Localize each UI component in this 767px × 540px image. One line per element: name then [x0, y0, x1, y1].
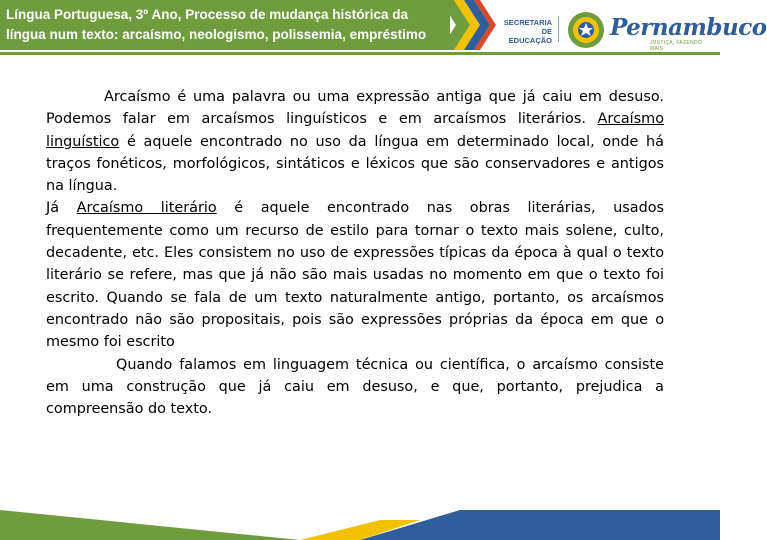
state-tagline: JUSTIÇA, FAZENDO MAIS: [650, 40, 703, 52]
slide-body: [46, 86, 664, 420]
slide-title-line2: língua num texto: arcaísmo, neologismo, polissemia, empréstimo: [6, 27, 427, 42]
slide-title-line1: Língua Portuguesa, 3º Ano, Processo de mudança histórica da: [6, 7, 409, 22]
paragraph-2: Já Arcaísmo literário é aquele encontrado nas obras literárias, usados frequentemente como um recurso de estilo para tornar o texto mais solene, culto, decadente, etc. Eles consistem no uso de expressões típicas da época à qual o texto literário se refere, mas que já não são mais usadas no momento em que o texto foi escrito. Quando se fala de um texto naturalmente antigo, portanto, os arcaísmos encontrado não são propositais, pois são expressões próprias da época em que o mesmo foi escrito: [46, 200, 665, 351]
paragraph-3: Quando falamos em linguagem técnica ou científica, o arcaísmo consiste em uma construção que já caiu em desuso, e que, portanto, prejudica a compreensão do texto.: [46, 356, 664, 418]
logo-divider: [558, 16, 559, 42]
slide-header: [0, 0, 767, 62]
state-wordmark: Pernambuco: [610, 14, 767, 41]
government-logo: [500, 6, 767, 52]
footer-decoration: [0, 510, 720, 540]
state-seal-icon: [566, 10, 606, 50]
header-underline: [0, 52, 720, 55]
chevron-decoration-icon: [440, 0, 500, 50]
secretaria-label: SECRETARIA DE EDUCAÇÃO: [503, 18, 552, 45]
term-arcaismo-linguistico: Arcaísmo linguístico: [46, 111, 664, 150]
paragraph-1: Arcaísmo é uma palavra ou uma expressão antiga que já caiu em desuso. Podemos falar em arcaísmos linguísticos e em arcaísmos literários. Arcaísmo linguístico é aquele encontrado no uso da língua em determinado local, onde há traços fonéticos, morfológicos, sintáticos e léxicos que são conservadores e antigos na língua.: [46, 89, 664, 195]
term-arcaismo-literario: Arcaísmo literário: [76, 200, 217, 217]
slide-title: [0, 0, 450, 50]
